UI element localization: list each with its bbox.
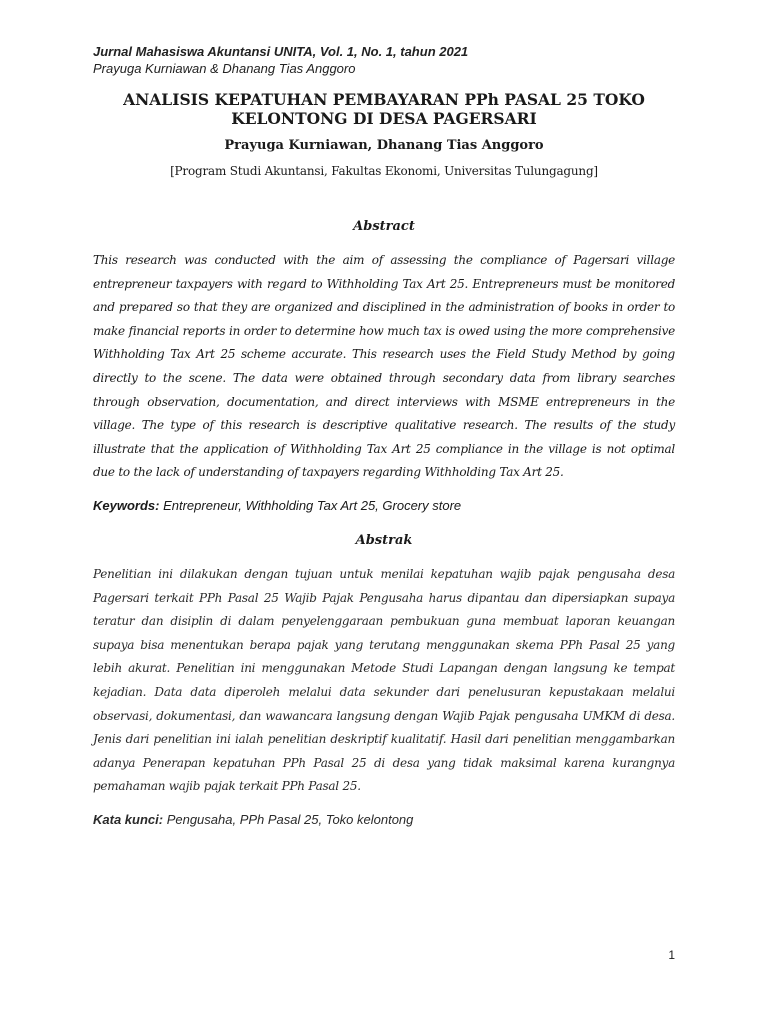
paper-title: ANALISIS KEPATUHAN PEMBAYARAN PPh PASAL 25 TOKO KELONTONG DI DESA PAGERSARI [123,90,645,128]
author-list: Prayuga Kurniawan, Dhanang Tias Anggoro [224,138,544,153]
abstrak-body: Penelitian ini dilakukan dengan tujuan untuk menilai kepatuhan wajib pajak pengusaha desa Pagersari terkait PPh Pasal 25 Wajib Pajak Pengusaha harus dipantau dan dipersiapkan supaya teratur dan disiplin di dalam penyelenggaraan pembukuan guna membuat laporan keuangan supaya bisa menentukan berapa pajak yang terutang menggunakan skema PPh Pasal 25 yang lebih akurat. Penelitian ini menggunakan Metode Studi Lapangan dengan langsung ke tempat kejadian. Data data diperoleh melalui data sekunder dari penelusuran kepustakaan melalui observasi, dokumentasi, dan wawancara langsung dengan Wajib Pajak pengusaha UMKM di desa. Jenis dari penelitian ini ialah penelitian deskriptif kualitatif. Hasil dari penelitian menggambarkan adanya Penerapan kepatuhan PPh Pasal 25 di desa yang tidak maksimal karena kurangnya pemahaman wajib pajak terkait PPh Pasal 25. [93,567,675,794]
journal-citation: Jurnal Mahasiswa Akuntansi UNITA, Vol. 1, No. 1, tahun 2021 [93,44,469,59]
running-head [93,43,468,77]
abstrak-heading: Abstrak [355,533,413,548]
keywords-label: Keywords: [93,498,160,513]
kata-kunci-label: Kata kunci: [93,812,164,827]
author-affiliation: [Program Studi Akuntansi, Fakultas Ekonomi, Universitas Tulungagung] [170,164,598,178]
page-number: 1 [668,948,675,962]
kata-kunci-text: Pengusaha, PPh Pasal 25, Toko kelontong [163,812,414,827]
kata-kunci-line [93,811,675,828]
keywords-line [93,497,675,514]
keywords-text: Entrepreneur, Withholding Tax Art 25, Grocery store [159,498,462,513]
running-head-authors: Prayuga Kurniawan & Dhanang Tias Anggoro [93,61,356,76]
abstract-heading: Abstract [353,219,415,234]
abstract-body: This research was conducted with the aim of assessing the compliance of Pagersari village entrepreneur taxpayers with regard to Withholding Tax Art 25. Entrepreneurs must be monitored and prepared so that they are organized and disciplined in the administration of books in order to make financial reports in order to determine how much tax is owed using the more comprehensive Withholding Tax Art 25 scheme accurate. This research uses the Field Study Method by going directly to the scene. The data were obtained through secondary data from library searches through observation, documentation, and direct interviews with MSME entrepreneurs in the village. The type of this research is descriptive qualitative research. The results of the study illustrate that the application of Withholding Tax Art 25 compliance in the village is not optimal due to the lack of understanding of taxpayers regarding Withholding Tax Art 25. [93,253,675,480]
